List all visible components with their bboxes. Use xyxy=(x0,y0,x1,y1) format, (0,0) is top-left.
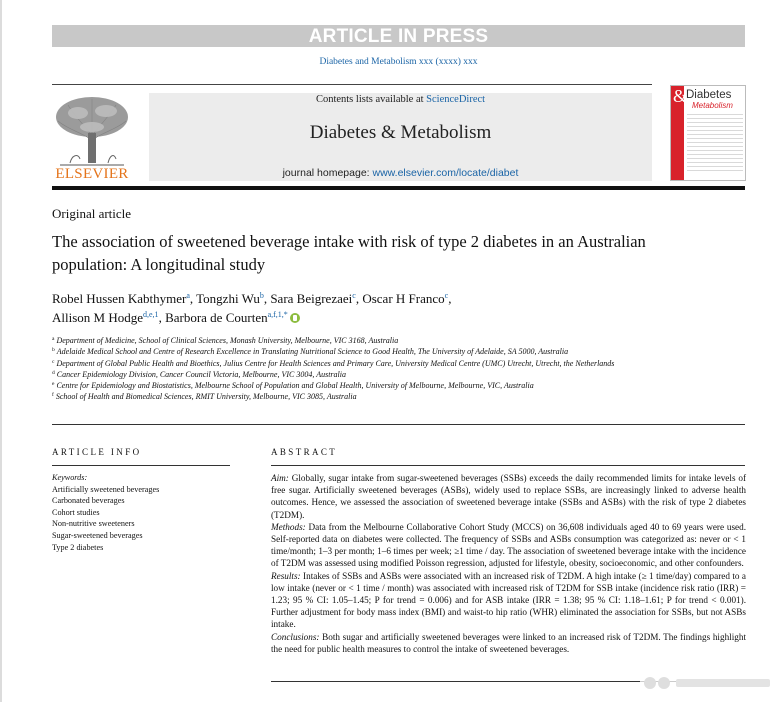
cover-ampersand: & xyxy=(673,86,688,106)
contents-line xyxy=(149,94,652,105)
abstract-text: Intakes of SSBs and ASBs were associated with an increased risk of T2DM. A high intake (≥ 1 time/day) compared to a low intake (never or < 1 time / month) was associated with increased risk of T2DM for SSB intake (incidence risk ratio (IRR) = 1.23; 95 % CI: 1.05–1.45; P for trend = 0.006) and for ASB intake (IRR = 1.38; 95 % CI: 1.18–1.61; P for trend < 0.001). Further adjustment for body mass index (BMI) and waist-to hip ratio (WHR) eliminated the association for SSBs, but not ASBs intake. xyxy=(271,570,747,630)
affiliation-key: d xyxy=(52,369,55,376)
author-name[interactable]: Barbora de Courten xyxy=(165,310,268,325)
journal-citation[interactable]: Diabetes and Metabolism xxx (xxxx) xxx xyxy=(319,57,478,67)
affiliation-text: Cancer Epidemiology Division, Cancer Council Victoria, Melbourne, VIC 3004, Australia xyxy=(56,369,346,379)
abstract-label: Conclusions: xyxy=(271,631,320,642)
author-affil-ref[interactable]: d,e,1 xyxy=(143,310,159,319)
article-in-press-banner: ARTICLE IN PRESS xyxy=(52,25,745,47)
author-name[interactable]: Oscar H Franco xyxy=(362,291,445,306)
journal-homepage-line xyxy=(149,167,652,179)
affiliation-text: Department of Global Public Health and Bioethics, Julius Centre for Health Sciences and Primary Care, University Medical Centre (UMC) Utrecht, Utrecht, the Netherlands xyxy=(56,358,615,368)
abstract-methods xyxy=(271,521,746,570)
author-affil-ref[interactable]: c xyxy=(444,291,449,300)
homepage-link[interactable]: www.elsevier.com/locate/diabet xyxy=(372,167,519,179)
affiliation-text: School of Health and Biomedical Sciences, RMIT University, Melbourne, VIC 3085, Australia xyxy=(55,392,357,402)
author-affil-ref[interactable]: a,f,1,* xyxy=(267,310,288,319)
cover-title: Diabetes xyxy=(686,89,732,101)
sciencedirect-link[interactable]: ScienceDirect xyxy=(426,94,486,105)
elsevier-wordmark[interactable]: ELSEVIER xyxy=(55,166,129,182)
abstract-body xyxy=(271,472,746,655)
affiliation-text: Adelaide Medical School and Centre of Research Excellence in Translating Nutritional Science to Good Health, The University of Adelaide, SA 5000, Australia xyxy=(56,347,569,357)
keyword: Cohort studies xyxy=(52,507,100,517)
abstract-text: Both sugar and artificially sweetened beverages were linked to an increased risk of T2DM. The findings highlight the need for public health measures to control the intake of sweetened beverages. xyxy=(271,631,747,654)
article-type: Original article xyxy=(52,206,132,221)
affiliation-list xyxy=(52,335,652,403)
affiliation-text: Centre for Epidemiology and Biostatistics, Melbourne School of Population and Global Health, University of Melbourne, Melbourne, VIC, Australia xyxy=(56,381,534,391)
watermark-overlay xyxy=(640,673,775,693)
masthead-rule xyxy=(52,186,745,190)
section-rule xyxy=(52,424,745,425)
abstract-label: Methods: xyxy=(271,521,306,532)
author[interactable] xyxy=(52,291,190,306)
author-name[interactable]: Sara Beigrezaei xyxy=(270,291,353,306)
keyword: Artificially sweetened beverages xyxy=(52,484,160,494)
abstract-conclusions xyxy=(271,631,746,655)
journal-title: Diabetes & Metabolism xyxy=(309,122,492,143)
abstract-text: Globally, sugar intake from sugar-sweetened beverages (SSBs) exceeds the daily recommended limits for intake levels of free sugar. Artificially sweetened beverages (ASBs), widely used to replace SSBs, are increasingly linked to adverse health outcomes. Hence, we assessed the association of sweetened beverage intake (SSBs and ASBs) with the risk of type 2 diabetes (T2DM). xyxy=(271,473,747,520)
affiliation-key: a xyxy=(52,336,55,342)
author-separator: , xyxy=(448,291,452,306)
author-list xyxy=(52,289,732,327)
author-separator: , xyxy=(355,291,363,306)
affiliation xyxy=(52,369,652,380)
affiliation-text: Department of Medicine, School of Clinical Sciences, Monash University, Melbourne, VIC 3168, Australia xyxy=(56,336,399,345)
author-separator: , xyxy=(189,291,197,306)
article-info-rule xyxy=(52,465,230,466)
affiliation xyxy=(52,391,652,402)
author-name[interactable]: Robel Hussen Kabthymer xyxy=(52,291,187,306)
affiliation-key: b xyxy=(52,347,55,354)
orcid-icon[interactable] xyxy=(290,313,300,323)
cover-subtitle: Metabolism xyxy=(692,101,733,110)
author[interactable] xyxy=(196,291,264,306)
affiliation-key: e xyxy=(52,381,55,388)
contents-prefix: Contents lists available at xyxy=(315,94,424,105)
affiliation xyxy=(52,358,652,369)
author[interactable] xyxy=(165,310,288,325)
author-separator: , xyxy=(263,291,271,306)
article-title: The association of sweetened beverage intake with risk of type 2 diabetes in an Australian population: A longitudinal study xyxy=(52,232,646,274)
abstract-label: Results: xyxy=(271,570,301,581)
keywords-block xyxy=(52,472,230,553)
author-name[interactable]: Allison M Hodge xyxy=(52,310,143,325)
affiliation-key: f xyxy=(52,392,54,399)
keyword: Carbonated beverages xyxy=(52,496,125,506)
affiliation xyxy=(52,380,652,391)
abstract-label: Aim: xyxy=(271,473,289,483)
journal-header-box xyxy=(149,93,652,181)
keyword: Type 2 diabetes xyxy=(52,542,104,552)
author-affil-ref[interactable]: a xyxy=(186,291,190,300)
author-separator: , xyxy=(158,310,166,325)
abstract-heading: ABSTRACT xyxy=(271,447,338,457)
author-affil-ref[interactable]: b xyxy=(259,291,264,300)
keyword: Non-nutritive sweeteners xyxy=(52,519,135,529)
author[interactable] xyxy=(362,291,448,306)
abstract-aim xyxy=(271,472,746,521)
author[interactable] xyxy=(52,310,159,325)
affiliation-key: c xyxy=(52,358,55,365)
journal-cover-thumbnail[interactable] xyxy=(670,85,746,181)
author-affil-ref[interactable]: c xyxy=(352,291,356,300)
page-edge xyxy=(0,0,2,702)
abstract-rule xyxy=(271,465,745,466)
keyword: Sugar-sweetened beverages xyxy=(52,530,143,540)
abstract-results xyxy=(271,570,746,631)
header-rule xyxy=(52,84,652,85)
author-name[interactable]: Tongzhi Wu xyxy=(196,291,260,306)
abstract-text: Data from the Melbourne Collaborative Cohort Study (MCCS) on 36,608 individuals aged 40 to 69 years were used. Self-reported data on diabetes were collected. The frequency of SSBs and ASBs consumption was categorized as: never or < 1 time/month; 1–3 per month; 1–6 times per week; ≥1 time / day. The association of sweetened beverage intake with the incidence of T2DM was assessed using modified Poisson regression, adjusted for lifestyle, obesity, socioeconomic, and other confounders. xyxy=(271,521,747,569)
article-info-heading: ARTICLE INFO xyxy=(52,447,142,457)
affiliation xyxy=(52,335,652,346)
affiliation xyxy=(52,346,652,357)
homepage-prefix: journal homepage: xyxy=(282,167,370,179)
cover-text-lines xyxy=(687,114,743,174)
author[interactable] xyxy=(270,291,356,306)
keywords-label: Keywords: xyxy=(52,473,88,482)
